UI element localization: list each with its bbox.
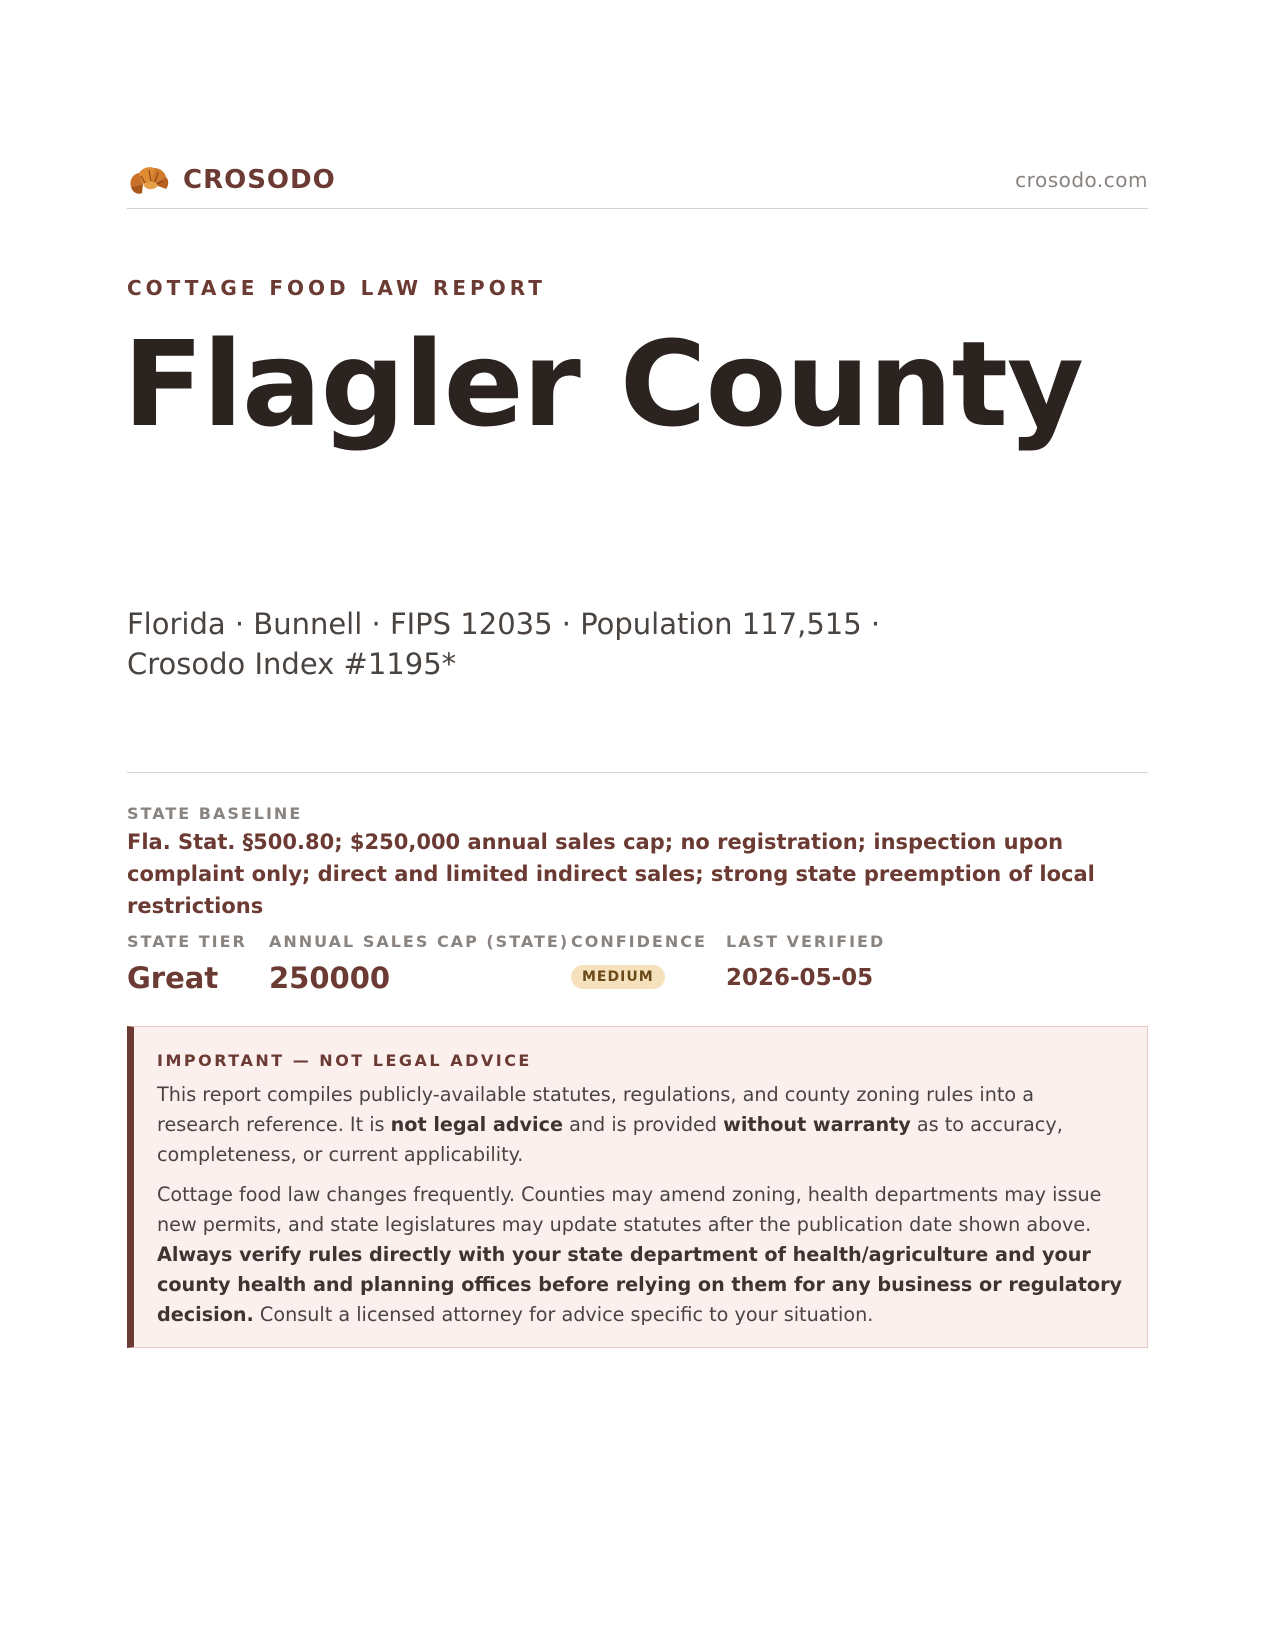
stat-confidence	[571, 932, 707, 989]
notice-emphasis: without warranty	[723, 1113, 911, 1136]
notice-text: and is provided	[563, 1113, 724, 1136]
notice-text: Cottage food law changes frequently. Counties may amend zoning, health departments may issue new permits, and state legislatures may update statutes after the publication date shown above.	[157, 1183, 1102, 1236]
stat-value: 2026-05-05	[726, 965, 874, 991]
notice-text: as to accuracy, completeness, or current applicability.	[157, 1113, 1063, 1166]
report-subtitle: Florida · Bunnell · FIPS 12035 · Population 117,515 · Crosodo Index #1195*	[127, 607, 881, 681]
brand-name: CROSODO	[183, 165, 336, 195]
notice-text: This report compiles publicly-available statutes, regulations, and county zoning rules into a research reference. It is	[157, 1083, 1034, 1136]
stat-value: Great	[127, 961, 219, 995]
site-url-link[interactable]: crosodo.com	[1015, 168, 1148, 192]
section-divider	[127, 772, 1148, 773]
notice-text: Consult a licensed attorney for advice specific to your situation.	[253, 1303, 874, 1326]
brand[interactable]	[127, 160, 336, 200]
stat-label: STATE TIER	[127, 932, 247, 951]
report-eyebrow: COTTAGE FOOD LAW REPORT	[127, 276, 546, 300]
croissant-icon	[127, 160, 171, 200]
baseline-text: Fla. Stat. §500.80; $250,000 annual sales cap; no registration; inspection upon complaint only; direct and limited indirect sales; strong state preemption of local restrictions	[127, 830, 1095, 918]
stat-state-tier	[127, 932, 247, 995]
stat-label: LAST VERIFIED	[726, 932, 886, 951]
stat-label: CONFIDENCE	[571, 932, 707, 951]
stat-sales-cap	[269, 932, 569, 995]
legal-notice	[127, 1026, 1148, 1348]
stat-last-verified	[726, 932, 885, 991]
baseline-label: STATE BASELINE	[127, 804, 303, 823]
notice-paragraph	[157, 1180, 1123, 1330]
notice-emphasis: Always verify rules directly with your state department of health/agriculture and your county health and planning offices before relying on them for any business or regulatory decision.	[157, 1243, 1123, 1326]
notice-emphasis: not legal advice	[390, 1113, 564, 1136]
stat-label: ANNUAL SALES CAP (STATE)	[269, 932, 570, 951]
confidence-badge: MEDIUM	[571, 965, 665, 989]
stat-value: 250000	[269, 961, 391, 995]
page-header	[127, 156, 1148, 209]
notice-label: IMPORTANT — NOT LEGAL ADVICE	[157, 1051, 532, 1070]
notice-paragraph	[157, 1080, 1123, 1170]
page-title: Flagler County	[123, 315, 1083, 453]
